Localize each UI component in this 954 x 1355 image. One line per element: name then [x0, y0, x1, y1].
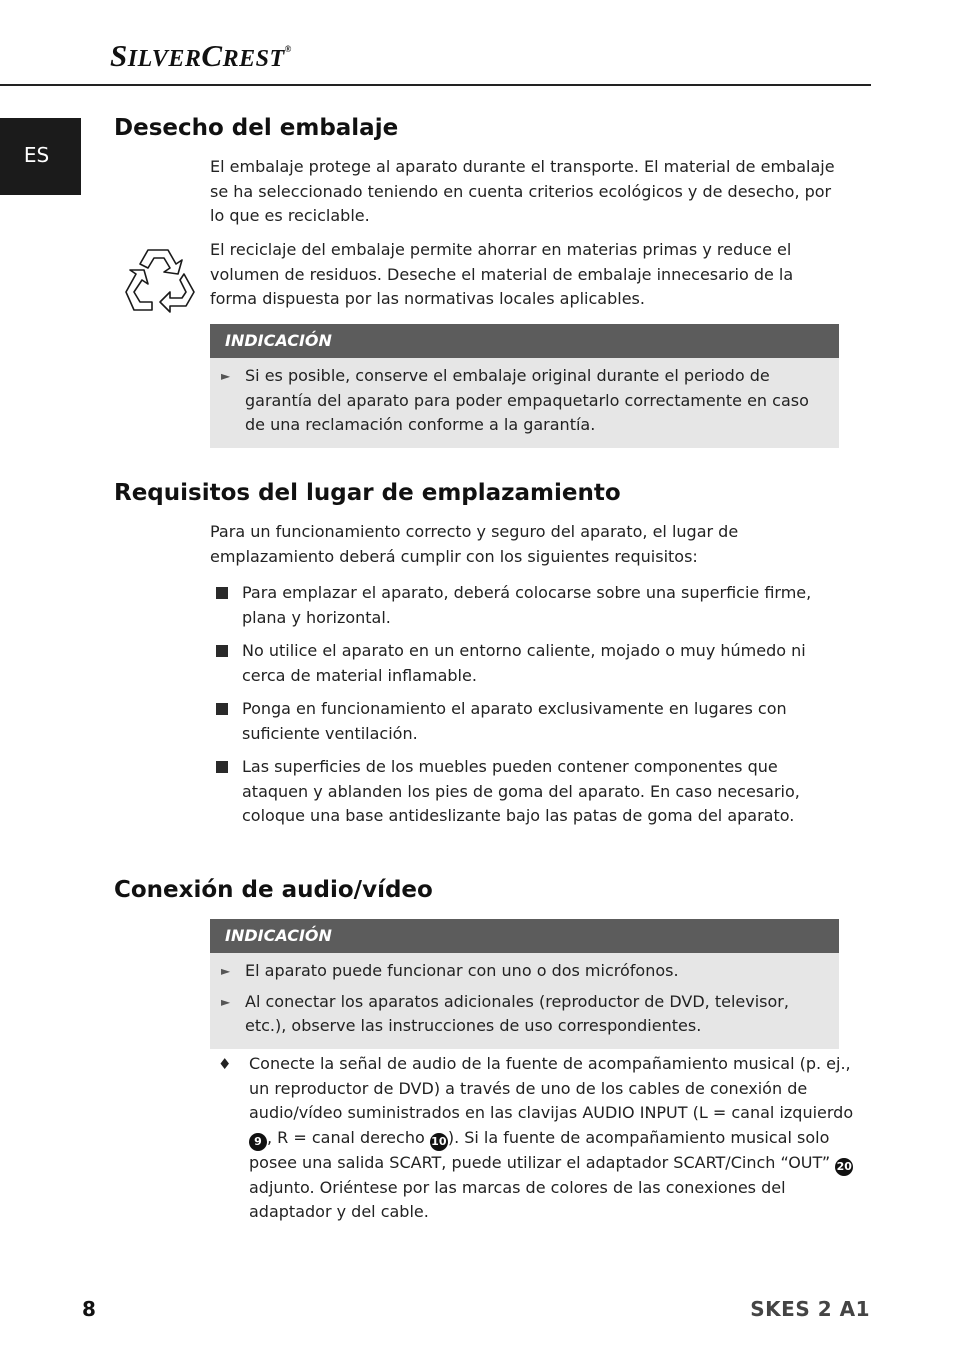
language-tab: ES: [0, 118, 81, 195]
model-number: SKES 2 A1: [750, 1297, 870, 1321]
note-item: ► Si es posible, conserve el embalaje original durante el periodo de garantía del aparato para poder empaquetarlo correctamente en caso de una reclamación conforme a la garantía.: [221, 366, 809, 434]
square-bullet-icon: [216, 761, 228, 773]
recycle-icon: [118, 240, 204, 320]
note-box-audio: [210, 919, 839, 1049]
section-title-packaging: Desecho del embalaje: [114, 115, 399, 141]
triangle-right-icon: ►: [221, 369, 231, 383]
callout-number-10: 10: [430, 1133, 448, 1151]
header-divider: [0, 84, 871, 86]
callout-number-20: 20: [835, 1158, 853, 1176]
note-item: ► Al conectar los aparatos adicionales (reproductor de DVD, televisor, etc.), observe las instrucciones de uso correspondientes.: [221, 991, 789, 1035]
note-box-packaging: [210, 324, 839, 448]
note-title: INDICACIÓN: [210, 324, 839, 358]
triangle-right-icon: ►: [221, 994, 231, 1009]
list-item: Para emplazar el aparato, deberá colocarse sobre una superficie firme, plana y horizontal.: [216, 581, 840, 630]
square-bullet-icon: [216, 587, 228, 599]
silvercrest-logo: SILVERCREST®: [110, 38, 292, 73]
connection-step: ♦ Conecte la señal de audio de la fuente de acompañamiento musical (p. ej., un reproductor de DVD) a través de uno de los cables de conexión de audio/vídeo suministrados en las clavijas AUDIO INPUT (L = canal izquierdo 9 , R = canal derecho 10). Si la fuente de acompañamiento musical solo posee una salida SCART, puede utilizar el adaptador SCART/Cinch “OUT” 20 adjunto. Oriéntese por las marcas de colores de las conexiones del adaptador y del cable.: [218, 1054, 854, 1221]
placement-intro: Para un funcionamiento correcto y seguro del aparato, el lugar de emplazamiento deberá cumplir con los siguientes requisitos:: [210, 522, 739, 566]
section-title-placement: Requisitos del lugar de emplazamiento: [114, 480, 621, 506]
packaging-paragraph-1: El embalaje protege al aparato durante el transporte. El material de embalaje se ha seleccionado teniendo en cuenta criterios ecológicos y de desecho, por lo que es reciclable.: [210, 157, 835, 225]
page-number: 8: [82, 1297, 96, 1321]
list-item: Las superficies de los muebles pueden contener componentes que ataquen y ablanden los pies de goma del aparato. En caso necesario, coloque una base antideslizante bajo las patas de goma del aparato.: [216, 755, 840, 829]
note-item: ► El aparato puede funcionar con uno o dos micrófonos.: [220, 959, 829, 984]
section-title-audio: Conexión de audio/vídeo: [114, 877, 433, 903]
diamond-icon: ♦: [218, 1055, 232, 1073]
list-item: No utilice el aparato en un entorno caliente, mojado o muy húmedo ni cerca de material inflamable.: [216, 639, 840, 688]
note-title: INDICACIÓN: [210, 919, 839, 953]
packaging-paragraph-2: El reciclaje del embalaje permite ahorrar en materias primas y reduce el volumen de residuos. Deseche el material de embalaje innecesario de la forma dispuesta por las normativas locales aplicables.: [210, 240, 794, 308]
callout-number-9: 9: [249, 1133, 267, 1151]
square-bullet-icon: [216, 703, 228, 715]
square-bullet-icon: [216, 645, 228, 657]
triangle-right-icon: ►: [221, 964, 231, 978]
list-item: Ponga en funcionamiento el aparato exclusivamente en lugares con suficiente ventilación.: [216, 697, 840, 746]
placement-requirements-list: [216, 581, 840, 838]
